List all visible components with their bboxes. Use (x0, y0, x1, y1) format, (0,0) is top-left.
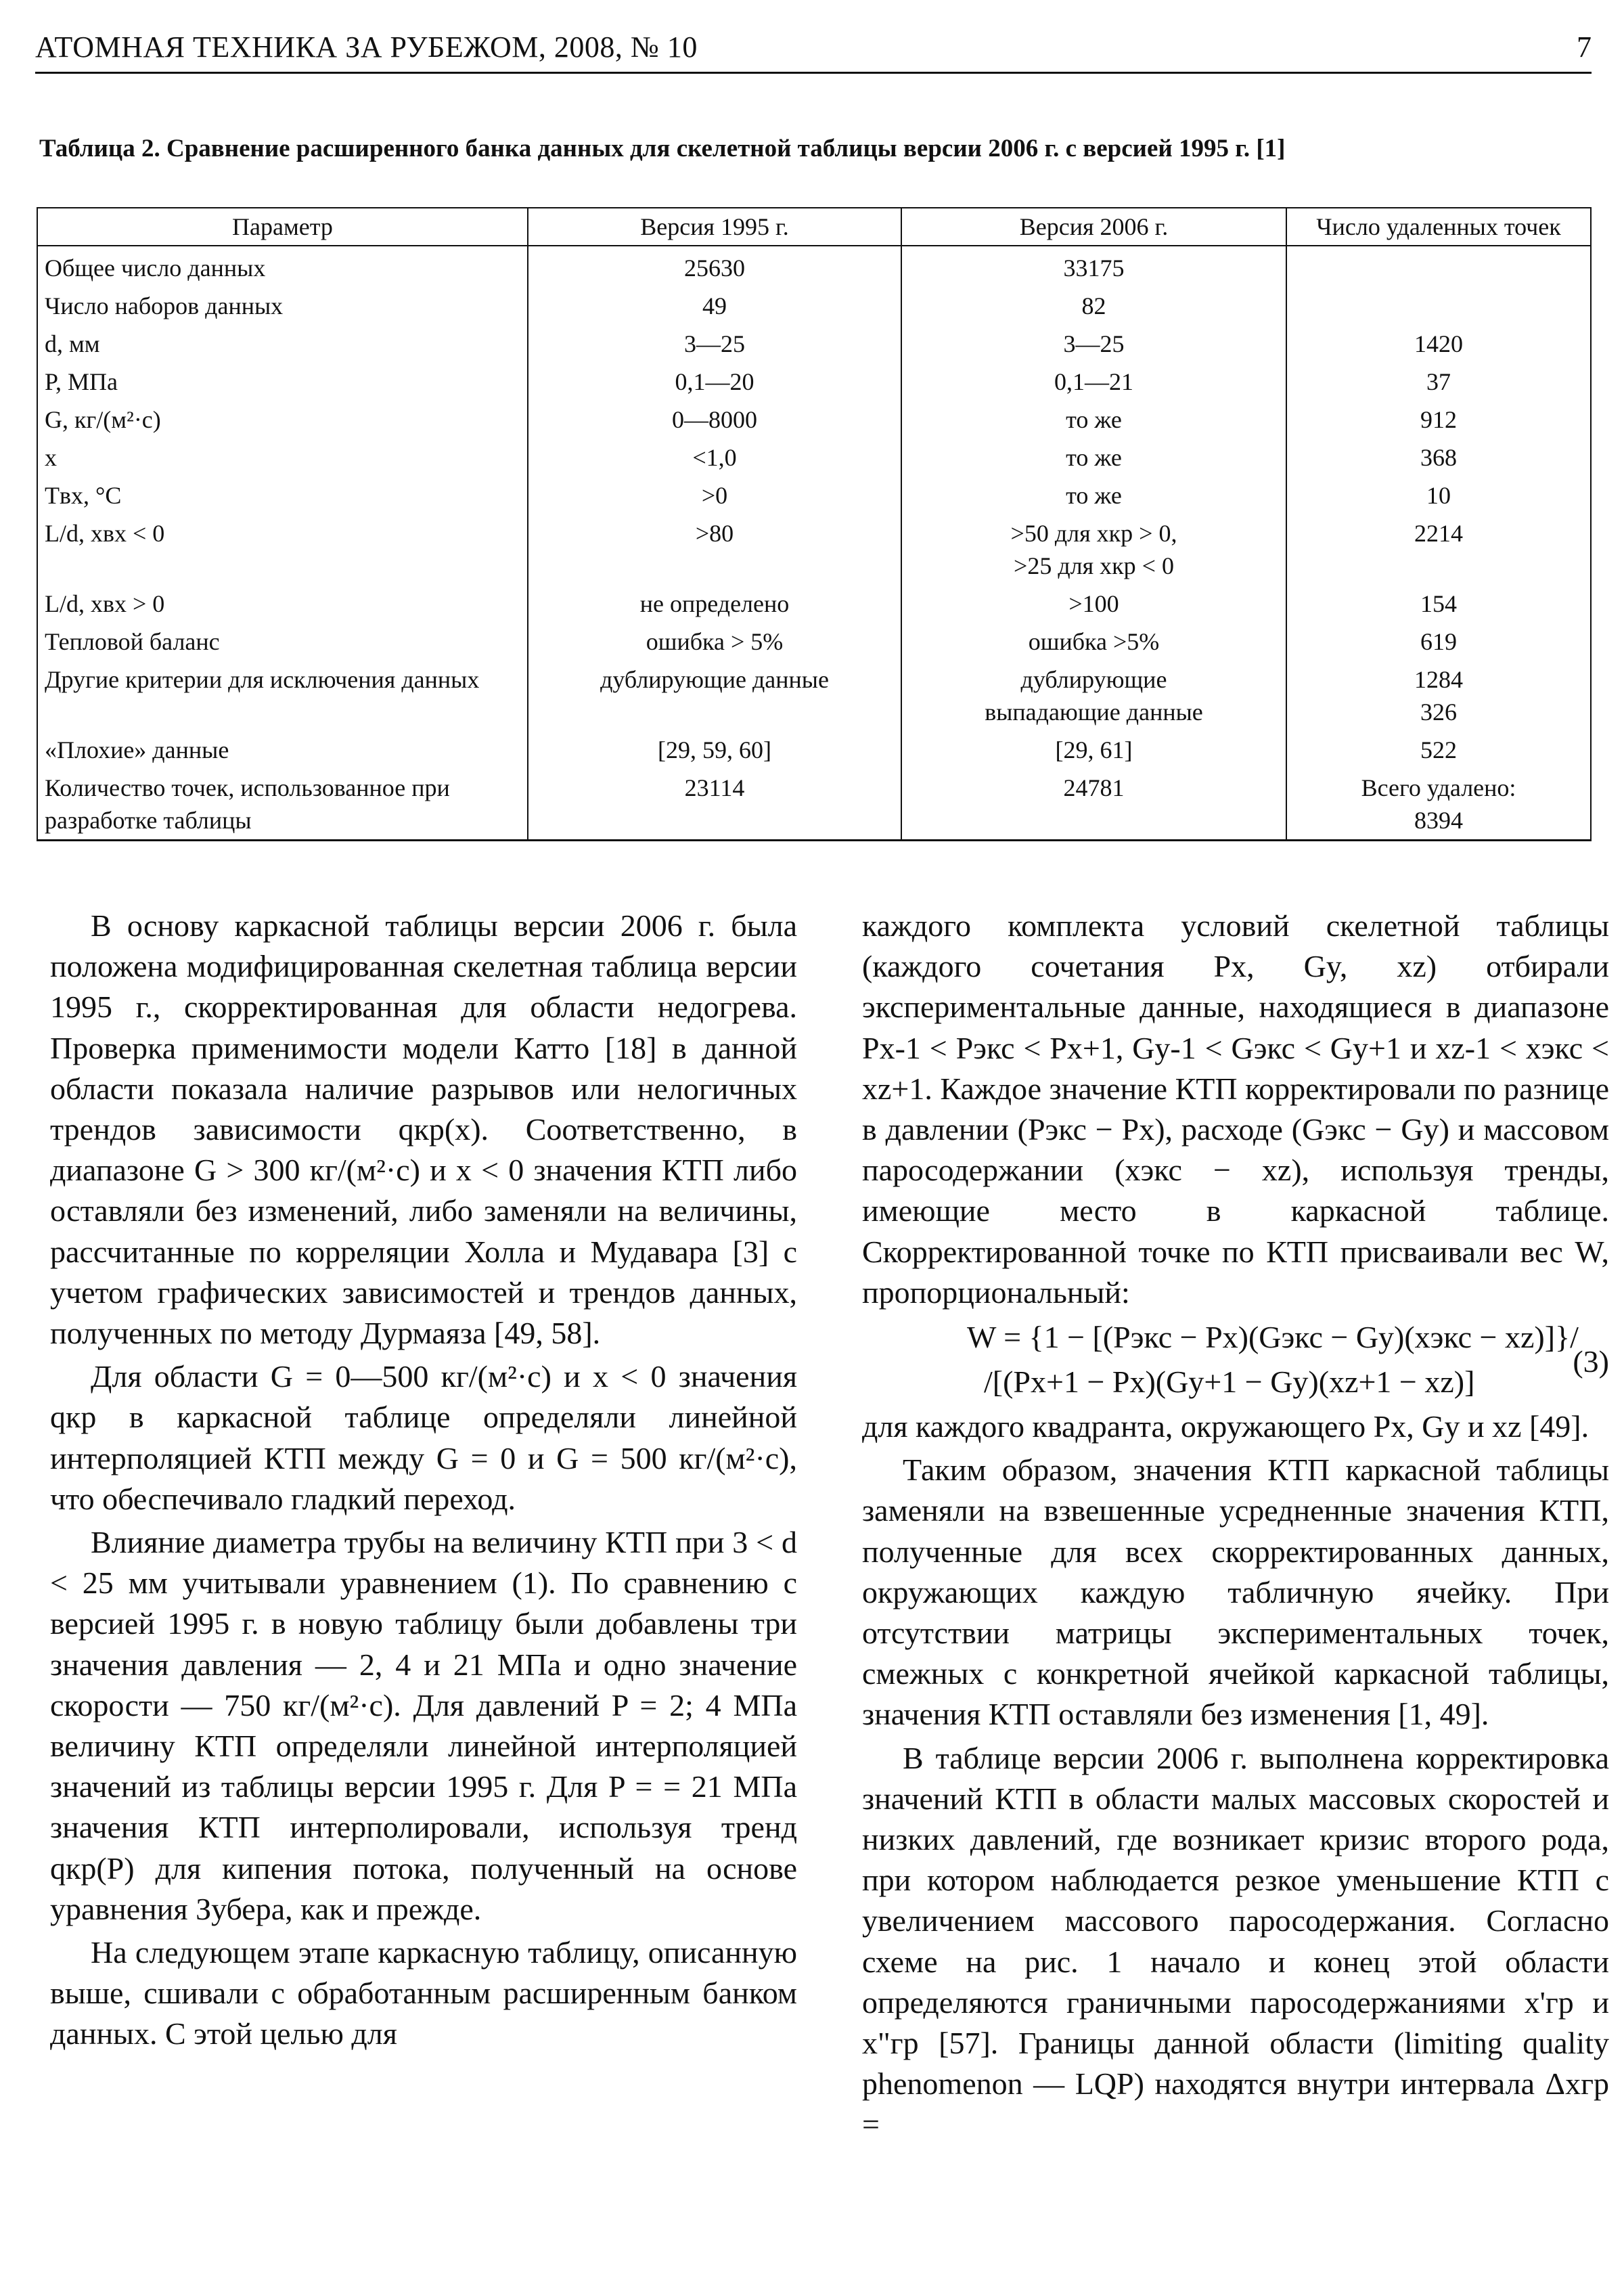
paragraph: Влияние диаметра трубы на величину КТП при 3 < d < 25 мм учитывали уравнением (1). По сравнению с версией 1995 г. в новую таблицу были добавлены три значения давления — 2, 4 и 21 МПа и одно значение скорости — 750 кг/(м²·с). Для давлений P = 2; 4 МПа величину КТП определяли линейной интерполяцией значений из таблицы версии 1995 г. Для P = = 21 МПа значения КТП интерполировали, используя тренд qкр(P) для кипения потока, полученный на основе уравнения Зубера, как и прежде. (50, 1525, 797, 1926)
running-header (35, 30, 1592, 70)
table-row (37, 585, 1591, 623)
v2006-cell: 24781 (901, 769, 1286, 841)
param-cell: Число наборов данных (37, 287, 528, 325)
param-cell: Другие критерии для исключения данных (37, 661, 528, 731)
param-cell: Tвх, °C (37, 476, 528, 514)
param-cell: d, мм (37, 325, 528, 363)
v1995-cell: 3—25 (528, 325, 901, 363)
v2006-cell: >100 (901, 585, 1286, 623)
removed-cell: 1420 (1286, 325, 1591, 363)
table-row (37, 514, 1591, 585)
v1995-cell: не определено (528, 585, 901, 623)
equation-number: (3) (1573, 1344, 1609, 1379)
removed-cell: 2214 (1286, 514, 1591, 585)
formula-line-1: W = {1 − [(Pэкс − Px)(Gэкс − Gy)(xэкс − xz)]}/ (967, 1320, 1579, 1355)
header-cell: Число удаленных точек (1286, 208, 1591, 246)
param-cell: L/d, xвх < 0 (37, 514, 528, 585)
table-header-row (37, 208, 1591, 246)
v2006-cell: [29, 61] (901, 731, 1286, 769)
table-caption: Таблица 2. Сравнение расширенного банка данных для скелетной таблицы версии 2006 г. с версией 1995 г. [1] (39, 135, 1286, 162)
v1995-cell: >0 (528, 476, 901, 514)
param-cell: Общее число данных (37, 246, 528, 287)
v1995-cell: 49 (528, 287, 901, 325)
v1995-cell: 23114 (528, 769, 901, 841)
param-cell: L/d, xвх > 0 (37, 585, 528, 623)
table-row (37, 401, 1591, 439)
v1995-cell: 25630 (528, 246, 901, 287)
removed-cell: 368 (1286, 439, 1591, 476)
table-row (37, 246, 1591, 287)
removed-cell: 619 (1286, 623, 1591, 661)
journal-title: АТОМНАЯ ТЕХНИКА ЗА РУБЕЖОМ, 2008, № 10 (35, 30, 698, 64)
removed-cell: Всего удалено: 8394 (1286, 769, 1591, 841)
param-cell: G, кг/(м²·с) (37, 401, 528, 439)
v1995-cell: <1,0 (528, 439, 901, 476)
table-row (37, 623, 1591, 661)
param-cell: «Плохие» данные (37, 731, 528, 769)
page-number: 7 (1577, 30, 1592, 64)
removed-cell: 154 (1286, 585, 1591, 623)
paragraph: В основу каркасной таблицы версии 2006 г. была положена модифицированная скелетная таблица версии 1995 г., скорректированная для области недогрева. Проверка применимости модели Катто [18] в данной области показала наличие разрывов или нелогичных трендов зависимости qкр(x). Соответственно, в диапазоне G > 300 кг/(м²·с) и x < 0 значения КТП либо оставляли без изменений, либо заменяли на величины, рассчитанные по корреляции Холла и Мудавара [3] с учетом графических зависимостей и трендов данных, полученных по методу Дурмаяза [49, 58]. (50, 908, 797, 1351)
removed-cell: 912 (1286, 401, 1591, 439)
v2006-cell: 33175 (901, 246, 1286, 287)
v1995-cell: дублирующие данные (528, 661, 901, 731)
v2006-cell: >50 для xкр > 0, >25 для xкр < 0 (901, 514, 1286, 585)
removed-cell (1286, 246, 1591, 287)
removed-cell: 1284 326 (1286, 661, 1591, 731)
paragraph: На следующем этапе каркасную таблицу, описанную выше, сшивали с обработанным расширенным банком данных. С этой целью для (50, 1935, 797, 2051)
table-row (37, 287, 1591, 325)
comparison-table (37, 207, 1592, 841)
v2006-cell: 82 (901, 287, 1286, 325)
paragraph: В таблице версии 2006 г. выполнена корректировка значений КТП в области малых массовых скоростей и низких давлений, где возникает кризис второго рода, при котором наблюдается резкое уменьшение КТП с увеличением массового паросодержания. Согласно схеме на рис. 1 начало и конец этой области определяются граничными паросодержаниями x'гр и x"гр [57]. Границы данной области (limiting quality phenomenon — LQP) находятся внутри интервала Δxгр = (862, 1740, 1609, 2142)
formula-line-2: /[(Px+1 − Px)(Gy+1 − Gy)(xz+1 − xz)] (984, 1364, 1475, 1400)
header-cell: Версия 1995 г. (528, 208, 901, 246)
right-text-column (862, 906, 1609, 2146)
table-row (37, 769, 1591, 841)
table-row (37, 363, 1591, 401)
table-row (37, 476, 1591, 514)
param-cell: Тепловой баланс (37, 623, 528, 661)
paragraph: Таким образом, значения КТП каркасной таблицы заменяли на взвешенные усредненные значения КТП, полученные для всех скорректированных данных, окружающих каждую табличную ячейку. При отсутствии матрицы экспериментальных точек, смежных с конкретной ячейкой каркасной таблицы, значения КТП оставляли без изменения [1, 49]. (862, 1452, 1609, 1732)
v2006-cell: то же (901, 401, 1286, 439)
param-cell: x (37, 439, 528, 476)
table-row (37, 439, 1591, 476)
v2006-cell: ошибка >5% (901, 623, 1286, 661)
paragraph: Для области G = 0—500 кг/(м²·с) и x < 0 значения qкр в каркасной таблице определяли линейной интерполяцией КТП между G = 0 и G = 500 кг/(м²·с), что обеспечивало гладкий переход. (50, 1359, 797, 1516)
removed-cell: 10 (1286, 476, 1591, 514)
param-cell: Количество точек, использованное при разработке таблицы (37, 769, 528, 841)
removed-cell: 522 (1286, 731, 1591, 769)
table-row (37, 661, 1591, 731)
paragraph: каждого комплекта условий скелетной таблицы (каждого сочетания Px, Gy, xz) отбирали экспериментальные данные, находящиеся в диапазоне Px-1 < Pэкс < Px+1, Gy-1 < Gэкс < Gy+1 и xz-1 < xэкс < xz+1. Каждое значение КТП корректировали по разнице в давлении (Pэкс − Px), расходе (Gэкс − Gy) и массовом паросодержании (xэкс − xz), используя тренды, имеющие место в каркасной таблице. Скорректированной точке по КТП присваивали вес W, пропорциональный: (862, 908, 1609, 1310)
v2006-cell: то же (901, 439, 1286, 476)
header-cell: Параметр (37, 208, 528, 246)
paragraph: для каждого квадранта, окружающего Px, Gy и xz [49]. (862, 1409, 1589, 1444)
removed-cell (1286, 287, 1591, 325)
v1995-cell: 0,1—20 (528, 363, 901, 401)
v2006-cell: дублирующие выпадающие данные (901, 661, 1286, 731)
left-text-column (50, 906, 797, 2055)
formula-3 (862, 1317, 1609, 1404)
v2006-cell: 3—25 (901, 325, 1286, 363)
v1995-cell: 0—8000 (528, 401, 901, 439)
table-row (37, 731, 1591, 769)
header-cell: Версия 2006 г. (901, 208, 1286, 246)
v2006-cell: то же (901, 476, 1286, 514)
table-row (37, 325, 1591, 363)
removed-cell: 37 (1286, 363, 1591, 401)
v1995-cell: ошибка > 5% (528, 623, 901, 661)
param-cell: P, МПа (37, 363, 528, 401)
v2006-cell: 0,1—21 (901, 363, 1286, 401)
v1995-cell: >80 (528, 514, 901, 585)
header-rule (35, 72, 1592, 74)
v1995-cell: [29, 59, 60] (528, 731, 901, 769)
